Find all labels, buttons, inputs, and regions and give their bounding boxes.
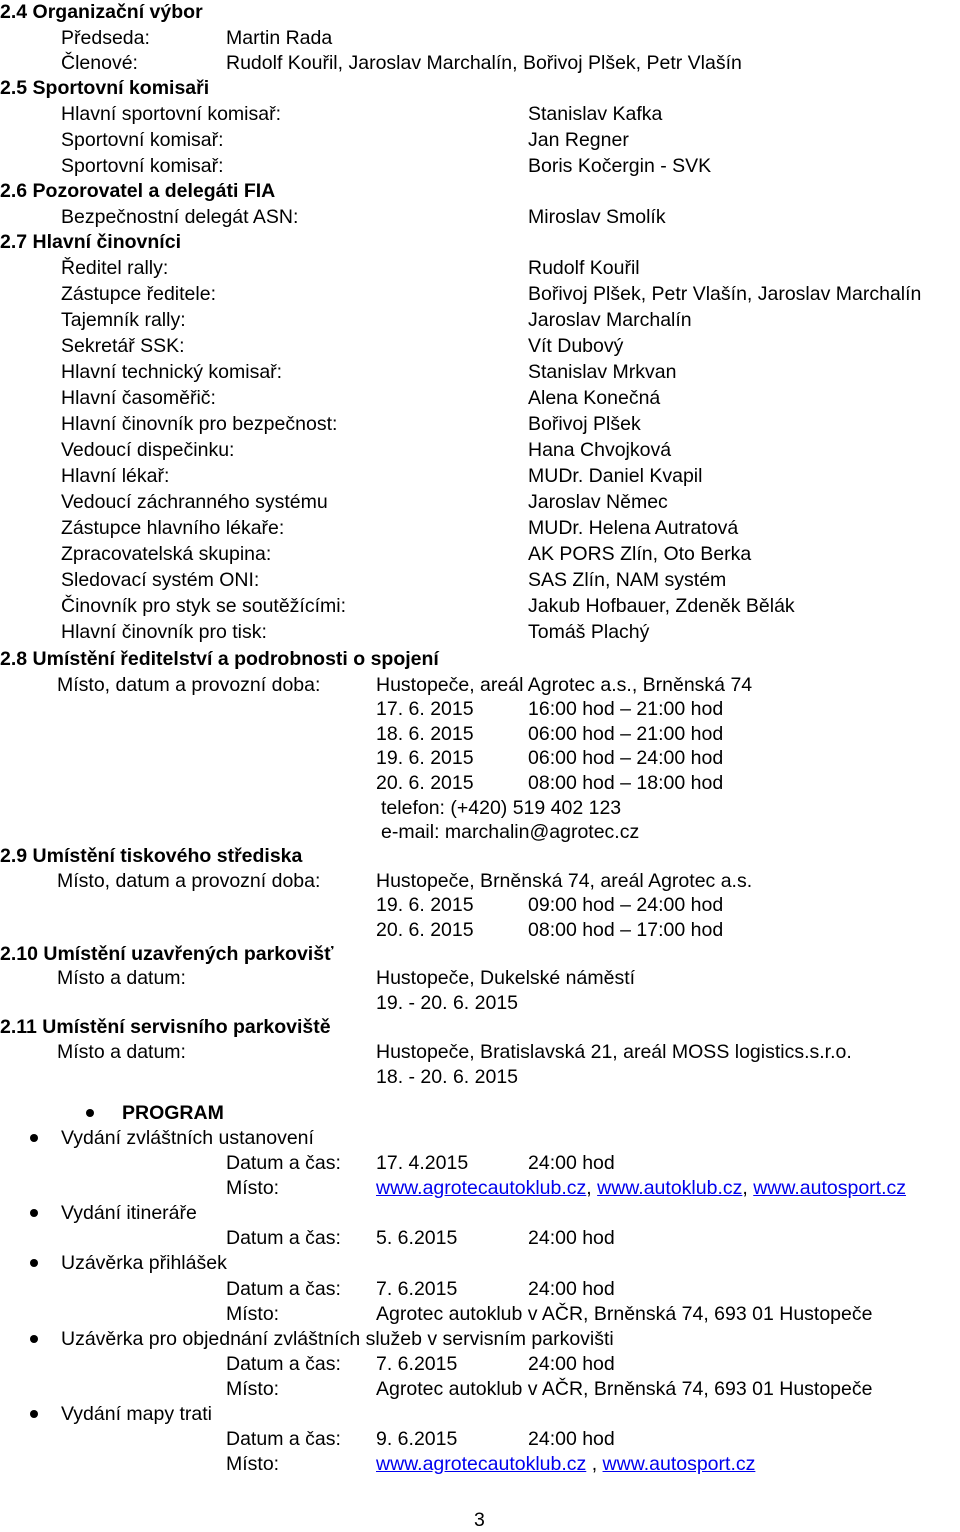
row-value: MUDr. Helena Autratová (528, 517, 739, 539)
row-value: Alena Konečná (528, 387, 661, 409)
hq-phone: telefon: (+420) 519 402 123 (381, 797, 622, 819)
row-value: Jaroslav Němec (528, 491, 668, 513)
row-label: Hlavní technický komisař: (61, 361, 283, 383)
row-label: Sledovací systém ONI: (61, 569, 260, 591)
hq-hours: 06:00 hod – 24:00 hod (528, 747, 724, 769)
place-label: Místo: (226, 1177, 280, 1199)
press-hours: 08:00 hod – 17:00 hod (528, 919, 724, 941)
program-item-time: 24:00 hod (528, 1278, 615, 1300)
program-item-date: 7. 6.2015 (376, 1353, 458, 1375)
row-label: Bezpečnostní delegát ASN: (61, 206, 299, 228)
row-value: Tomáš Plachý (528, 621, 650, 643)
bullet-icon (30, 1259, 38, 1267)
link-separator: , (742, 1177, 754, 1199)
hq-place: Hustopeče, areál Agrotec a.s., Brněnská 74 (376, 674, 753, 696)
row-label: Zástupce ředitele: (61, 283, 217, 305)
row-value: Jan Regner (528, 129, 629, 151)
place-label: Místo: (226, 1303, 280, 1325)
section-heading-2-10: 2.10 Umístění uzavřených parkovišť (0, 943, 334, 965)
program-item-title: Vydání zvláštních ustanovení (61, 1127, 314, 1149)
row-label: Sportovní komisař: (61, 155, 224, 177)
row-value: Hana Chvojková (528, 439, 672, 461)
bullet-icon (30, 1209, 38, 1217)
row-value: Jaroslav Marchalín (528, 309, 692, 331)
program-item-time: 24:00 hod (528, 1428, 615, 1450)
press-date: 19. 6. 2015 (376, 894, 474, 916)
datetime-label: Datum a čas: (226, 1227, 341, 1249)
program-item-date: 17. 4.2015 (376, 1152, 469, 1174)
bullet-icon (30, 1335, 38, 1343)
program-item-time: 24:00 hod (528, 1152, 615, 1174)
program-item-title: Vydání mapy trati (61, 1403, 213, 1425)
row-value: Bořivoj Plšek, Petr Vlašín, Jaroslav Marchalín (528, 283, 922, 305)
row-label: Zpracovatelská skupina: (61, 543, 272, 565)
row-label: Hlavní lékař: (61, 465, 170, 487)
page-number: 3 (474, 1509, 485, 1531)
program-item-date: 7. 6.2015 (376, 1278, 458, 1300)
program-item-place: Agrotec autoklub v AČR, Brněnská 74, 693 01 Hustopeče (376, 1378, 873, 1400)
section-heading-2-8: 2.8 Umístění ředitelství a podrobnosti o spojení (0, 648, 439, 670)
hq-date: 18. 6. 2015 (376, 723, 474, 745)
row-label: Členové: (61, 52, 138, 74)
row-value: Miroslav Smolík (528, 206, 666, 228)
row-value: Jakub Hofbauer, Zdeněk Bělák (528, 595, 795, 617)
program-item-date: 5. 6.2015 (376, 1227, 458, 1249)
row-label: Místo a datum: (57, 1041, 186, 1063)
bullet-icon (30, 1410, 38, 1418)
datetime-label: Datum a čas: (226, 1152, 341, 1174)
datetime-label: Datum a čas: (226, 1353, 341, 1375)
link-agrotecautoklub[interactable]: www.agrotecautoklub.cz (376, 1177, 587, 1199)
parc-ferme-date: 19. - 20. 6. 2015 (376, 992, 519, 1014)
press-hours: 09:00 hod – 24:00 hod (528, 894, 724, 916)
row-value: Vít Dubový (528, 335, 624, 357)
row-value: Boris Kočergin - SVK (528, 155, 712, 177)
row-value: SAS Zlín, NAM systém (528, 569, 727, 591)
press-place: Hustopeče, Brněnská 74, areál Agrotec a.s. (376, 870, 753, 892)
program-item-title: Uzávěrka pro objednání zvláštních služeb v servisním parkovišti (61, 1328, 614, 1350)
row-label: Hlavní činovník pro bezpečnost: (61, 413, 338, 435)
parc-ferme-place: Hustopeče, Dukelské náměstí (376, 967, 636, 989)
program-item-links (376, 1176, 906, 1200)
section-heading-2-9: 2.9 Umístění tiskového střediska (0, 845, 303, 867)
row-label: Ředitel rally: (61, 257, 169, 279)
row-label: Sekretář SSK: (61, 335, 185, 357)
link-separator: , (586, 1177, 598, 1199)
row-value: MUDr. Daniel Kvapil (528, 465, 703, 487)
row-label: Předseda: (61, 27, 150, 49)
row-label: Hlavní činovník pro tisk: (61, 621, 267, 643)
row-value: Bořivoj Plšek (528, 413, 641, 435)
bullet-icon (30, 1134, 38, 1142)
place-label: Místo: (226, 1453, 280, 1475)
row-value: Rudolf Kouřil, Jaroslav Marchalín, Bořivoj Plšek, Petr Vlašín (226, 52, 742, 74)
row-label: Místo, datum a provozní doba: (57, 870, 321, 892)
bullet-icon (86, 1109, 94, 1117)
program-item-date: 9. 6.2015 (376, 1428, 458, 1450)
datetime-label: Datum a čas: (226, 1428, 341, 1450)
program-item-time: 24:00 hod (528, 1353, 615, 1375)
hq-hours: 08:00 hod – 18:00 hod (528, 772, 724, 794)
place-label: Místo: (226, 1378, 280, 1400)
row-label: Zástupce hlavního lékaře: (61, 517, 285, 539)
row-label: Hlavní sportovní komisař: (61, 103, 281, 125)
link-autoklub[interactable]: www.autoklub.cz (597, 1177, 743, 1199)
link-separator: , (586, 1453, 603, 1475)
program-heading: PROGRAM (122, 1102, 224, 1124)
row-label: Hlavní časoměřič: (61, 387, 216, 409)
row-value: Stanislav Mrkvan (528, 361, 677, 383)
section-heading-2-4: 2.4 Organizační výbor (0, 1, 203, 23)
link-autosport[interactable]: www.autosport.cz (602, 1453, 756, 1475)
hq-hours: 16:00 hod – 21:00 hod (528, 698, 724, 720)
row-label: Činovník pro styk se soutěžícími: (61, 595, 347, 617)
datetime-label: Datum a čas: (226, 1278, 341, 1300)
row-label: Místo, datum a provozní doba: (57, 674, 321, 696)
row-value: Martin Rada (226, 27, 333, 49)
row-value: Stanislav Kafka (528, 103, 663, 125)
section-heading-2-7: 2.7 Hlavní činovníci (0, 231, 181, 253)
row-label: Místo a datum: (57, 967, 186, 989)
program-item-time: 24:00 hod (528, 1227, 615, 1249)
row-label: Vedoucí záchranného systému (61, 491, 328, 513)
row-value: AK PORS Zlín, Oto Berka (528, 543, 752, 565)
hq-email: e-mail: marchalin@agrotec.cz (381, 821, 640, 843)
section-heading-2-5: 2.5 Sportovní komisaři (0, 77, 210, 99)
service-park-date: 18. - 20. 6. 2015 (376, 1066, 519, 1088)
service-park-place: Hustopeče, Bratislavská 21, areál MOSS logistics.s.r.o. (376, 1041, 852, 1063)
row-value: Rudolf Kouřil (528, 257, 640, 279)
program-item-links (376, 1452, 755, 1476)
program-item-place: Agrotec autoklub v AČR, Brněnská 74, 693 01 Hustopeče (376, 1303, 873, 1325)
section-heading-2-6: 2.6 Pozorovatel a delegáti FIA (0, 180, 276, 202)
link-agrotecautoklub[interactable]: www.agrotecautoklub.cz (376, 1453, 587, 1475)
hq-hours: 06:00 hod – 21:00 hod (528, 723, 724, 745)
program-item-title: Uzávěrka přihlášek (61, 1252, 227, 1274)
hq-date: 17. 6. 2015 (376, 698, 474, 720)
press-date: 20. 6. 2015 (376, 919, 474, 941)
row-label: Sportovní komisař: (61, 129, 224, 151)
hq-date: 20. 6. 2015 (376, 772, 474, 794)
row-label: Tajemník rally: (61, 309, 186, 331)
row-label: Vedoucí dispečinku: (61, 439, 235, 461)
section-heading-2-11: 2.11 Umístění servisního parkoviště (0, 1016, 331, 1038)
program-item-title: Vydání itineráře (61, 1202, 197, 1224)
link-autosport[interactable]: www.autosport.cz (753, 1177, 907, 1199)
hq-date: 19. 6. 2015 (376, 747, 474, 769)
